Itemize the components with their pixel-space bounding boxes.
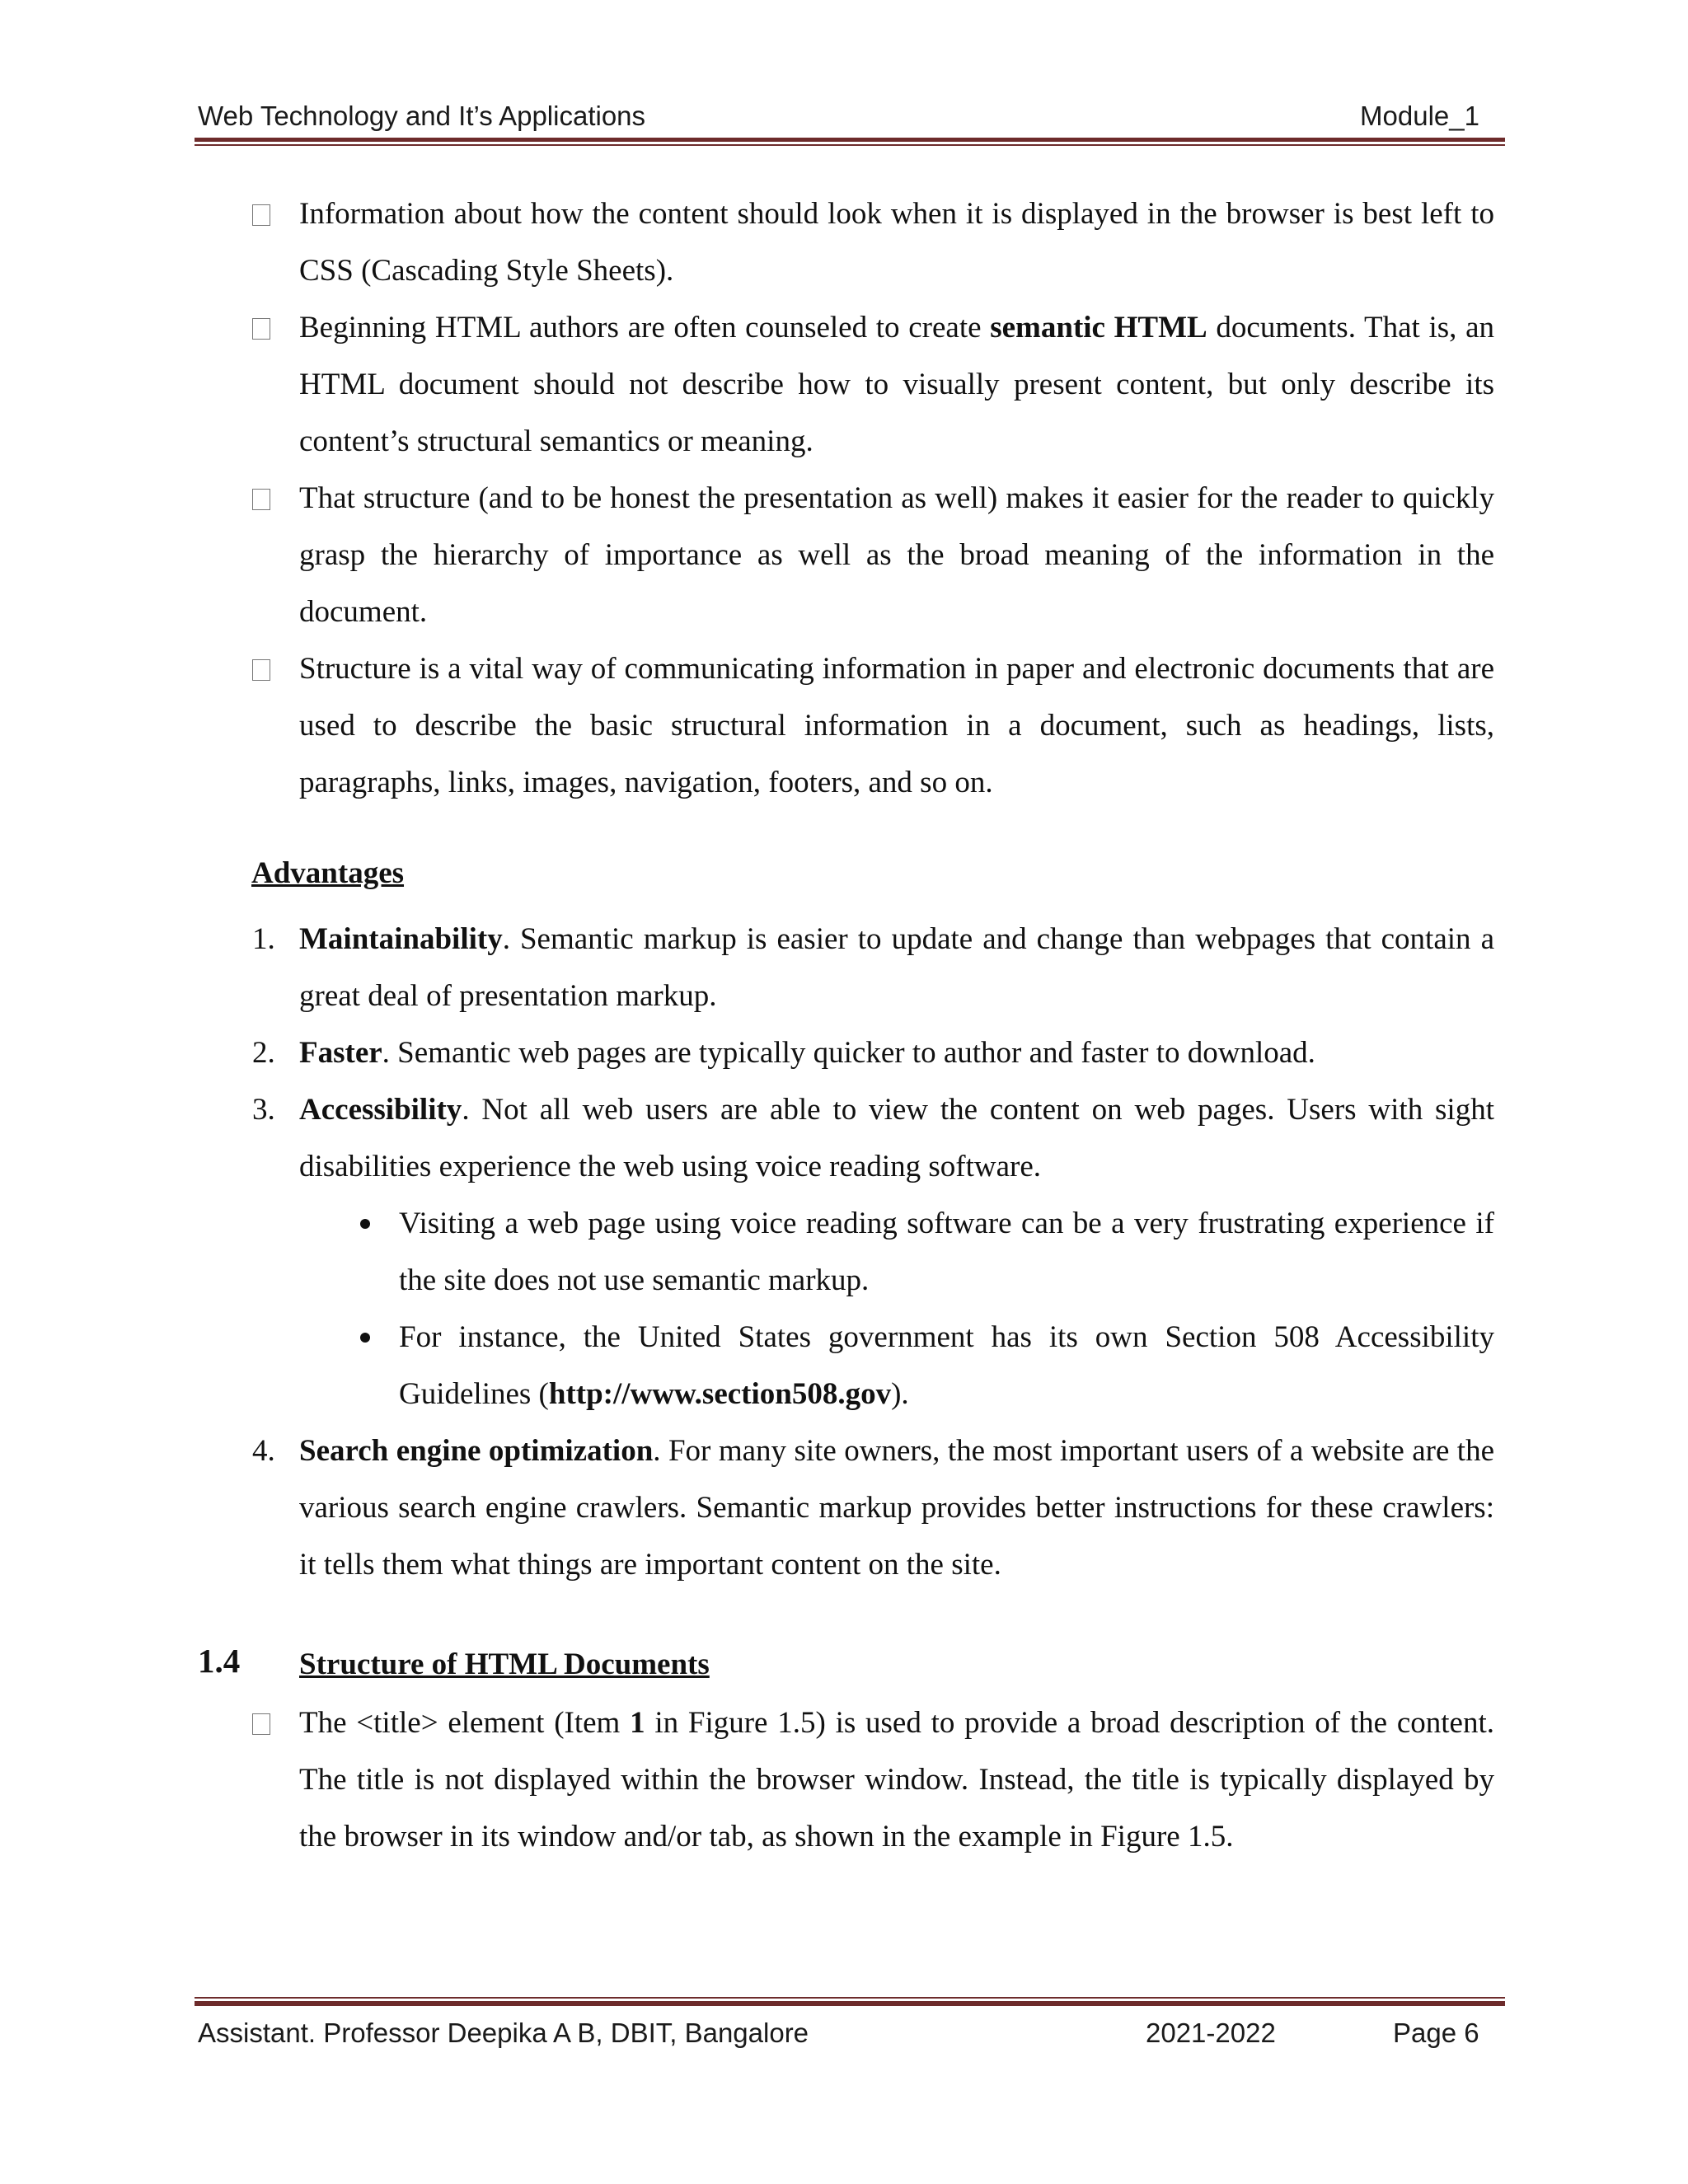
bullet-item: [299, 640, 1494, 811]
numbered-item: [252, 911, 1494, 1024]
bullet-text: That structure (and to be honest the presentation as well) makes it easier for the reader to quickly grasp the hierarchy of importance as well as the broad meaning of the information in the document.: [299, 481, 1494, 629]
bullet-text: Information about how the content should look when it is displayed in the browser is best left to CSS (Cascading Style Sheets).: [299, 197, 1494, 288]
numbered-item: [252, 1024, 1494, 1081]
item-text: . Not all web users are able to view the content on web pages. Users with sight disabilities experience the web using voice reading software.: [299, 1093, 1494, 1183]
item-number: 3.: [252, 1093, 275, 1127]
header-title: Web Technology and It’s Applications: [198, 101, 646, 131]
bullet-dot-icon: [360, 1219, 370, 1229]
sub-bullet-link: http://www.section508.gov: [548, 1377, 892, 1411]
item-text: . Semantic web pages are typically quicker to author and faster to download.: [382, 1036, 1315, 1070]
header-rule-thin: [195, 144, 1505, 146]
checkbox-bullet-icon: [252, 299, 270, 356]
item-text: . For many site owners, the most important users of a website are the various search engine crawlers. Semantic markup provides better instructions for these crawlers: it tells them what things are important content on the site.: [299, 1434, 1495, 1582]
item-term: Maintainability: [299, 922, 503, 956]
footer-author: Assistant. Professor Deepika A B, DBIT, Bangalore: [198, 2018, 809, 2048]
sub-bullet-text-post: ).: [891, 1377, 909, 1411]
item-number: 1.: [252, 922, 275, 956]
section-number: 1.4: [198, 1642, 241, 1680]
footer-page-number: Page 6: [1393, 2018, 1479, 2048]
bullet-text: Structure is a vital way of communicating information in paper and electronic documents that are used to describe the basic structural information in a document, such as headings, lists, paragraphs, links, images, navigation, footers, and so on.: [299, 652, 1494, 799]
item-term: Search engine optimization: [299, 1434, 654, 1468]
header-rule-thick: [195, 138, 1505, 142]
numbered-item: [252, 1081, 1494, 1195]
item-number: 2.: [252, 1036, 275, 1070]
bullet-text-bold: 1: [630, 1706, 645, 1740]
checkbox-bullet-icon: [252, 1694, 270, 1751]
bullet-text-post: documents. That is, an HTML document should not describe how to visually present content, but only describe its content’s structural semantics or meaning.: [299, 311, 1494, 458]
header-module: Module_1: [1360, 101, 1479, 131]
bullet-text-pre: Beginning HTML authors are often counseled to create: [299, 311, 991, 344]
checkbox-bullet-icon: [252, 470, 270, 527]
bullet-text-bold: semantic HTML: [990, 311, 1207, 344]
bullet-dot-icon: [360, 1333, 370, 1343]
footer-year: 2021-2022: [1146, 2018, 1276, 2048]
item-term: Accessibility: [299, 1093, 462, 1127]
checkbox-bullet-icon: [252, 185, 270, 242]
item-text: . Semantic markup is easier to update and change than webpages that contain a great deal of presentation markup.: [299, 922, 1494, 1013]
sub-bullet-text: Visiting a web page using voice reading software can be a very frustrating experience if the site does not use semantic markup.: [399, 1207, 1494, 1297]
bullet-item: [299, 1694, 1494, 1865]
item-number: 4.: [252, 1434, 275, 1468]
bullet-item: [299, 185, 1494, 299]
sub-bullet-text-pre: For instance, the United States government has its own Section 508 Accessibility Guidelines (: [399, 1320, 1494, 1411]
bullet-text-post: in Figure 1.5) is used to provide a broad description of the content. The title is not displayed within the browser window. Instead, the title is typically displayed by the browser in its window and/or tab, as shown in the example in Figure 1.5.: [299, 1706, 1494, 1854]
bullet-item: [299, 470, 1494, 640]
item-term: Faster: [299, 1036, 382, 1070]
footer-rule-thin: [195, 1997, 1505, 1999]
numbered-item: [252, 1422, 1495, 1593]
sub-bullet-item: [399, 1195, 1494, 1309]
bullet-item: [299, 299, 1494, 470]
footer-rule-thick: [195, 2001, 1505, 2006]
advantages-heading: Advantages: [251, 856, 405, 890]
section-title: Structure of HTML Documents: [299, 1647, 710, 1681]
bullet-text-pre: The <title> element (Item: [299, 1706, 631, 1740]
sub-bullet-item: [399, 1309, 1494, 1422]
checkbox-bullet-icon: [252, 640, 270, 697]
